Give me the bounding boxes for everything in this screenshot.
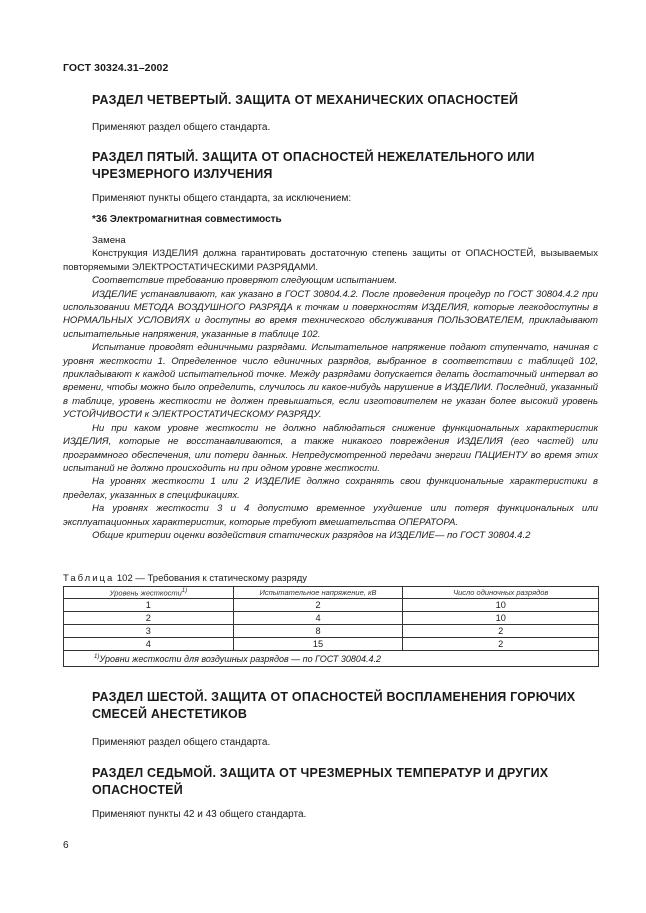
- section-5-title-line-1: РАЗДЕЛ ПЯТЫЙ. ЗАЩИТА ОТ ОПАСНОСТЕЙ НЕЖЕЛАТЕЛЬНОГО ИЛИ: [92, 150, 535, 164]
- table-cell: 2: [64, 612, 234, 625]
- page-number: 6: [63, 840, 69, 851]
- paragraph-1: Конструкция ИЗДЕЛИЯ должна гарантировать достаточную степень защиты от ОПАСНОСТЕЙ, вызываемых повторяемыми ЭЛЕКТРОСТАТИЧЕСКИМИ РАЗРЯДАМИ.: [63, 248, 598, 273]
- header-discharges: Число одиночных разрядов: [403, 587, 599, 599]
- table-caption-text: 102 — Требования к статическому разряду: [116, 573, 308, 584]
- paragraph-8: Общие критерии оценки воздействия статических разрядов на ИЗДЕЛИЕ— по ГОСТ 30804.4.2: [92, 529, 531, 541]
- clause-36-heading: *36 Электромагнитная совместимость: [92, 214, 282, 225]
- section-7-text: Применяют пункты 42 и 43 общего стандарта.: [92, 809, 307, 820]
- table-cell: 2: [403, 625, 599, 638]
- table-header-row: [64, 587, 599, 599]
- table-footnote: $^{1)}$Уровни жесткости для воздушных разрядов — по ГОСТ 30804.4.2: [64, 651, 599, 667]
- paragraph-4: Испытание проводят единичными разрядами. Испытательное напряжение подают ступенчато, начиная с уровня жесткости 1. Определенное число единичных разрядов, выбранное в соответствии с таблицей 102, прикладывают к каждой испытательной точке. Между разрядами допускается делать достаточный интервал во времени, чтобы можно было определить, случилось ли какое-нибудь нарушение в ИЗДЕЛИИ. Последний, указанный в таблице, уровень жесткости не должен превышаться, если изготовителем не указан более высокий уровень УСТОЙЧИВОСТИ к ЭЛЕКТРОСТАТИЧЕСКОМУ РАЗРЯДУ.: [63, 342, 598, 421]
- section-7-title-line-1: РАЗДЕЛ СЕДЬМОЙ. ЗАЩИТА ОТ ЧРЕЗМЕРНЫХ ТЕМПЕРАТУР И ДРУГИХ: [92, 766, 549, 780]
- section-6-title-line-2: СМЕСЕЙ АНЕСТЕТИКОВ: [92, 707, 248, 721]
- section-7-title: [92, 765, 602, 799]
- table-note-row: [64, 651, 599, 667]
- section-5-title-line-2: ЧРЕЗМЕРНОГО ИЗЛУЧЕНИЯ: [92, 167, 273, 181]
- table-cell: 8: [233, 625, 403, 638]
- section-7-title-line-2: ОПАСНОСТЕЙ: [92, 783, 183, 797]
- section-4-title: РАЗДЕЛ ЧЕТВЕРТЫЙ. ЗАЩИТА ОТ МЕХАНИЧЕСКИХ ОПАСНОСТЕЙ: [92, 93, 519, 107]
- document-code: ГОСТ 30324.31–2002: [63, 62, 169, 74]
- section-6-text: Применяют раздел общего стандарта.: [92, 737, 271, 748]
- table-102: [63, 586, 599, 667]
- header-level: Уровень жесткости$^{1)}$: [64, 587, 234, 599]
- table-cell: 15: [233, 638, 403, 651]
- table-cell: 2: [233, 599, 403, 612]
- table-row: [64, 638, 599, 651]
- table-cell: 4: [64, 638, 234, 651]
- paragraph-7: На уровнях жесткости 3 и 4 допустимо временное ухудшение или потеря функциональных или эксплуатационных характеристик, которые требуют вмешательства ОПЕРАТОРА.: [63, 503, 598, 528]
- table-cell: 10: [403, 612, 599, 625]
- section-4-text: Применяют раздел общего стандарта.: [92, 122, 271, 133]
- paragraph-6: На уровнях жесткости 1 или 2 ИЗДЕЛИЕ должно сохранять свои функциональные характеристики в пределах, указанных в спецификациях.: [63, 476, 598, 501]
- header-voltage: Испытательное напряжение, кВ: [233, 587, 403, 599]
- table-cell: 1: [64, 599, 234, 612]
- table-cell: 2: [403, 638, 599, 651]
- table-cell: 4: [233, 612, 403, 625]
- section-5-text: Применяют пункты общего стандарта, за исключением:: [92, 193, 352, 204]
- table-cell: 3: [64, 625, 234, 638]
- section-6-title-line-1: РАЗДЕЛ ШЕСТОЙ. ЗАЩИТА ОТ ОПАСНОСТЕЙ ВОСПЛАМЕНЕНИЯ ГОРЮЧИХ: [92, 690, 576, 704]
- section-5-title: [92, 149, 602, 183]
- section-6-title: [92, 689, 602, 723]
- table-caption: [63, 573, 307, 584]
- table-caption-label: Таблица: [63, 573, 115, 584]
- paragraph-2: Соответствие требованию проверяют следующим испытанием.: [92, 275, 398, 287]
- clause-36-body: [63, 234, 598, 542]
- table-row: [64, 612, 599, 625]
- table-row: [64, 599, 599, 612]
- paragraph-5: Ни при каком уровне жесткости не должно наблюдаться снижение функциональных характеристик ИЗДЕЛИЯ, которые не восстанавливаются, а также никакого повреждения ИЗДЕЛИЯ (его частей) или программного обеспечения, или потери данных. Непредусмотренной передачи энергии ПАЦИЕНТУ во время этих испытаний не должно происходить ни при одном уровне жесткости.: [63, 422, 598, 474]
- table-row: [64, 625, 599, 638]
- paragraph-replacement: Замена: [92, 235, 126, 246]
- table-cell: 10: [403, 599, 599, 612]
- paragraph-3: ИЗДЕЛИЕ устанавливают, как указано в ГОСТ 30804.4.2. После проведения процедур по ГОСТ 30804.4.2 при использовании МЕТОДА ВОЗДУШНОГО РАЗРЯДА к точкам и поверхностям ИЗДЕЛИЯ, которые легкодоступны в НОРМАЛЬНЫХ УСЛОВИЯХ и доступны во время технического обслуживания ПОЛЬЗОВАТЕЛЕМ, прикладывают испытательные напряжения, указанные в таблице 102.: [63, 288, 598, 340]
